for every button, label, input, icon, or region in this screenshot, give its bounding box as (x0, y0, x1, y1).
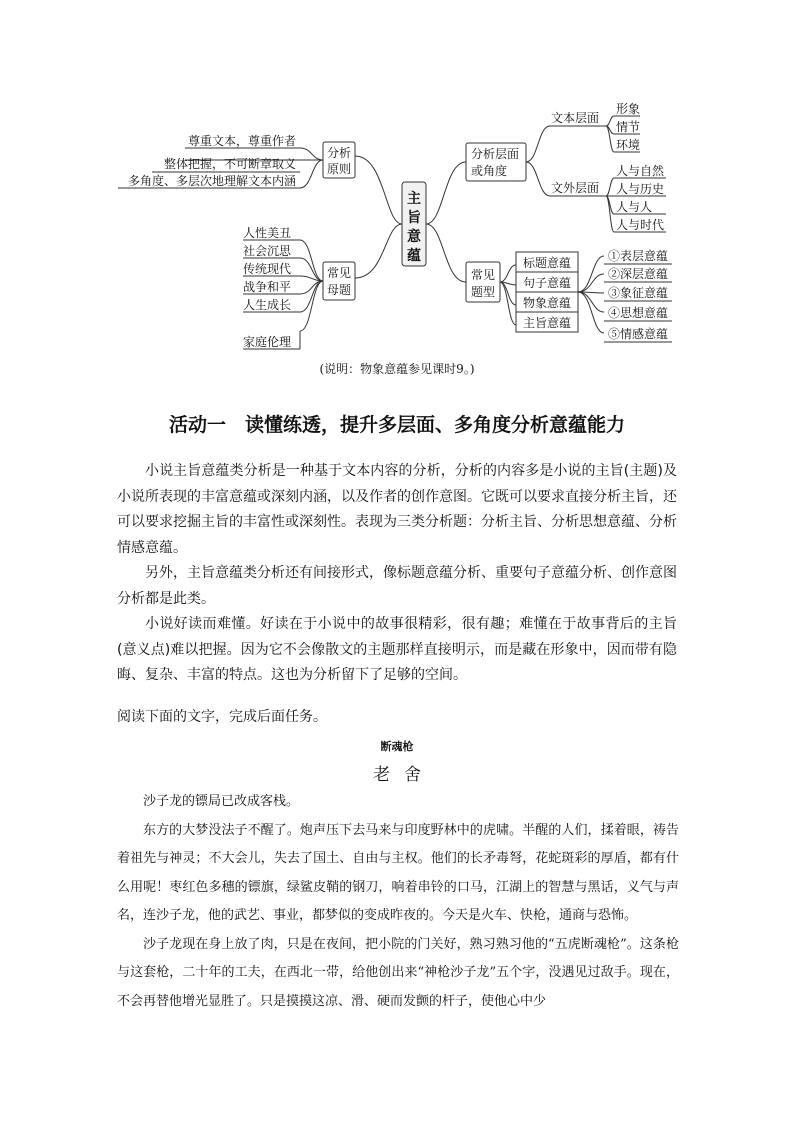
types-label-2: 题型 (470, 285, 496, 299)
type-sub-item-4: ④思想意蕴 (608, 306, 669, 320)
mindmap (0, 0, 794, 360)
center-char-3: 意 (407, 229, 421, 245)
theme-item-5: 人生成长 (243, 298, 292, 312)
text-level-item-2: 情节 (616, 120, 641, 134)
types-label-1: 常见 (470, 268, 496, 282)
theme-item-4: 战争和平 (243, 280, 292, 294)
intro-paragraph: 另外，主旨意蕴类分析还有间接形式，像标题意蕴分析、重要句子意蕴分析、创作意图分析都是此类。 (117, 565, 677, 607)
story-text (117, 788, 679, 1016)
levels-label-2: 或角度 (471, 164, 508, 178)
themes-label-2: 母题 (326, 283, 352, 297)
type-sub-item-5: ⑤情感意蕴 (608, 327, 669, 341)
task-instruction: 阅读下面的文字，完成后面任务。 (117, 709, 327, 725)
outside-level-item-3: 人与人 (616, 200, 653, 214)
story-paragraph: 沙子龙的镖局已改成客栈。 (143, 794, 300, 809)
intro-paragraph: 小说主旨意蕴类分析是一种基于文本内容的分析，分析的内容多是小说的主旨(主题)及小说所表现的丰富意蕴或深刻内涵，以及作者的创作意图。它既可以要求直接分析主旨，还可以要求挖掘主旨的丰富性或深刻性。表现为三类分析题：分析主旨、分析思想意蕴、分析情感意蕴。 (117, 463, 677, 556)
principle-item-2: 整体把握，不可断章取义 (163, 157, 296, 171)
story-author: 老舍 (373, 765, 435, 785)
type-sub-item-2: ②深层意蕴 (608, 267, 669, 281)
principle-item-1: 尊重文本，尊重作者 (187, 134, 296, 148)
text-level-item-1: 形象 (616, 102, 641, 116)
center-char-4: 蕴 (407, 248, 421, 264)
type-item-1: 标题意蕴 (522, 256, 572, 270)
story-paragraph: 东方的大梦没法子不醒了。炮声压下去马来与印度野林中的虎啸。半醒的人们，揉着眼，祷告着祖先与神灵；不大会儿，失去了国土、自由与主权。他们的长矛毒弩，花蛇斑彩的厚盾，都有什么用呢！枣红色多穗的镖旗，绿鲨皮鞘的钢刀，响着串铃的口马，江湖上的智慧与黑话，义气与声名，连沙子龙，他的武艺、事业，都梦似的变成昨夜的。今天是火车、快枪，通商与恐怖。 (117, 822, 679, 923)
outside-level-label: 文外层面 (551, 181, 600, 195)
type-sub-item-3: ③象征意蕴 (608, 286, 669, 300)
text-level-item-3: 环境 (616, 138, 641, 152)
center-char-2: 旨 (407, 210, 421, 226)
type-item-2: 句子意蕴 (522, 276, 572, 290)
theme-item-3: 传统现代 (243, 262, 292, 276)
principle-item-3: 多角度、多层次地理解文本内涵 (127, 174, 296, 188)
theme-item-2: 社会沉思 (243, 244, 292, 258)
themes-label-1: 常见 (326, 266, 352, 280)
outside-level-item-2: 人与历史 (616, 182, 665, 196)
intro-section (117, 459, 677, 689)
levels-label-1: 分析层面 (471, 147, 520, 161)
principles-label-1: 分析 (326, 146, 352, 160)
text-level-label: 文本层面 (551, 111, 600, 125)
type-item-4: 主旨意蕴 (522, 316, 572, 330)
activity-title: 活动一 读懂练透，提升多层面、多角度分析意蕴能力 (168, 414, 625, 436)
principles-label-2: 原则 (326, 162, 352, 176)
type-sub-item-1: ①表层意蕴 (608, 249, 669, 263)
intro-paragraph: 小说好读而难懂。好读在于小说中的故事很精彩，很有趣；难懂在于故事背后的主旨(意义点)难以把握。因为它不会像散文的主题那样直接明示，而是藏在形象中，因而带有隐晦、复杂、丰富的特点。这也为分析留下了足够的空间。 (117, 616, 677, 683)
type-item-3: 物象意蕴 (522, 296, 572, 310)
center-char-1: 主 (407, 191, 421, 207)
theme-item-6: 家庭伦理 (243, 335, 292, 349)
mindmap-note: (说明：物象意蕴参见课时9。) (319, 362, 475, 376)
theme-item-1: 人性美丑 (243, 226, 292, 240)
story-paragraph: 沙子龙现在身上放了肉，只是在夜间，把小院的门关好，熟习熟习他的“五虎断魂枪”。这条枪与这套枪，二十年的工夫，在西北一带，给他创出来“神枪沙子龙”五个字，没遇见过敌手。现在，不会再替他增光显胜了。只是摸摸这凉、滑、硬而发颤的杆子，使他心中少 (117, 936, 679, 1009)
outside-level-item-4: 人与时代 (616, 218, 665, 232)
story-title: 断魂枪 (380, 740, 414, 753)
outside-level-item-1: 人与自然 (616, 164, 665, 178)
